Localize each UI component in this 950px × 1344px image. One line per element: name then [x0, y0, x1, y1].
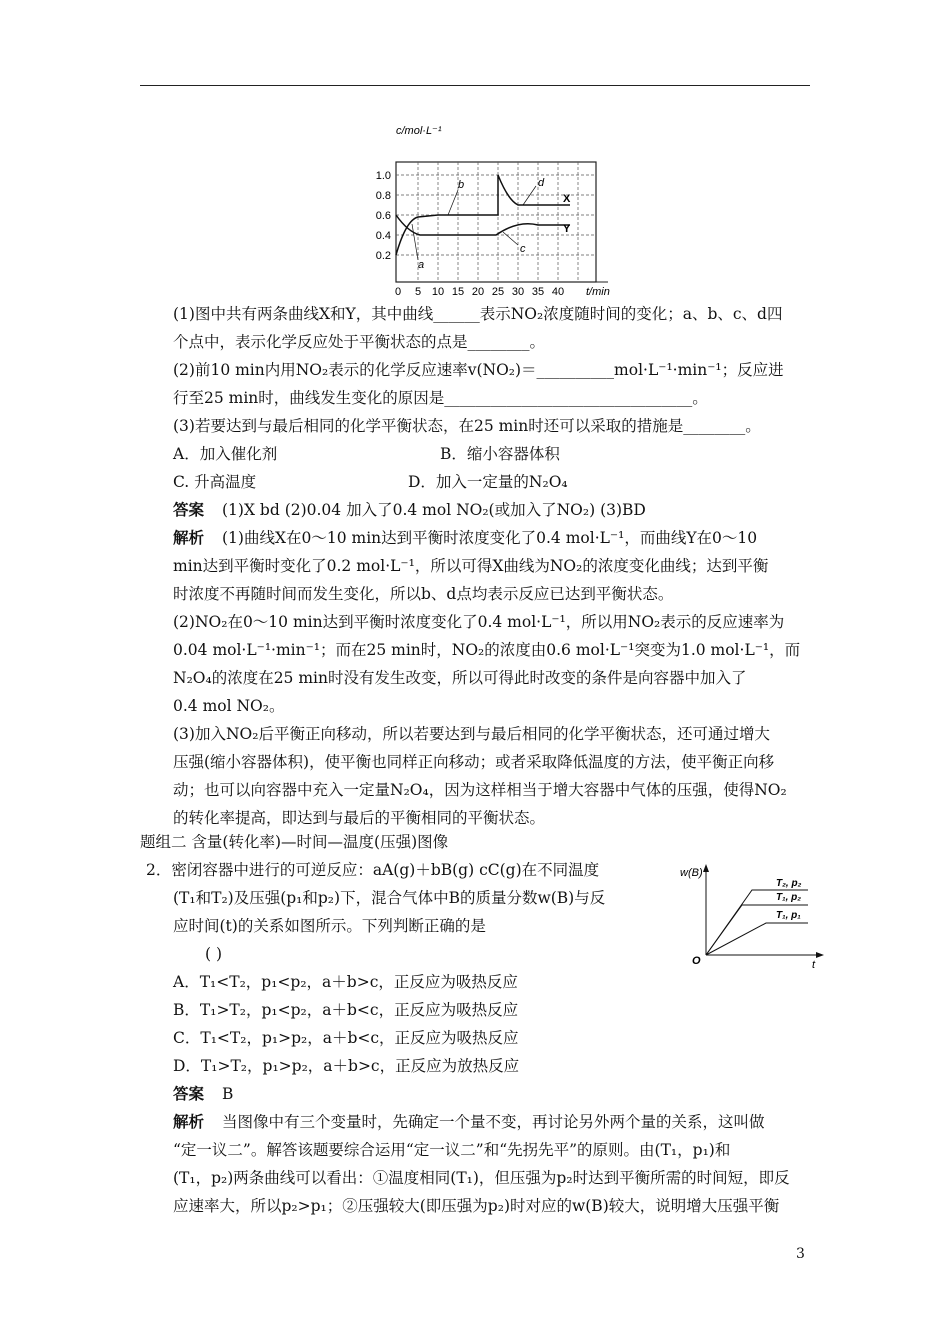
analysis-line4: (2)NO₂在0～10 min达到平衡时浓度变化了0.4 mol·L⁻¹，所以用NO₂表示的反应速率为 [173, 613, 785, 631]
label-t1p1: T₁, p₁ [776, 910, 801, 921]
curve-t1p1 [706, 923, 808, 955]
option-b: B．缩小容器体积 [440, 445, 560, 463]
q2-line1: (2)前10 min内用NO₂表示的化学反应速率v(NO₂)＝__________mol·L⁻¹·min⁻¹；反应进 [173, 361, 784, 379]
analysis2-line4: 应速率大，所以p₂>p₁；②压强较大(即压强为p₂)时对应的w(B)较大，说明增大压强平衡 [173, 1197, 780, 1215]
p2-line3: 应时间(t)的关系如图所示。下列判断正确的是 [173, 917, 486, 935]
q3-line1: (3)若要达到与最后相同的化学平衡状态，在25 min时还可以采取的措施是________。 [173, 417, 761, 435]
p2-line2: (T₁和T₂)及压强(p₁和p₂)下，混合气体中B的质量分数w(B)与反 [173, 889, 606, 907]
answer-text: (1)X bd (2)0.04 加入了0.4 mol NO₂(或加入了NO₂) (3)BD [222, 501, 646, 519]
label-t2p2: T₂, p₂ [776, 878, 802, 889]
xtick: 0 [394, 286, 402, 298]
p2-option-a: A．T₁<T₂，p₁<p₂，a＋b>c，正反应为吸热反应 [173, 973, 518, 991]
q1-line1: (1)图中共有两条曲线X和Y，其中曲线______表示NO₂浓度随时间的变化；a、b、c、d四 [173, 305, 783, 323]
analysis-line7: 0.4 mol NO₂。 [173, 697, 285, 715]
ytick: 0.8 [375, 190, 391, 202]
ytick: 1.0 [375, 170, 391, 182]
header-rule [140, 85, 810, 86]
chart-xlabel: t/min [586, 286, 610, 298]
option-a: A．加入催化剂 [173, 445, 278, 463]
label-y: Y [563, 223, 571, 235]
analysis-line5: 0.04 mol·L⁻¹·min⁻¹；而在25 min时，NO₂的浓度由0.6 mol·L⁻¹突变为1.0 mol·L⁻¹，而 [173, 641, 801, 659]
page-number: 3 [796, 1246, 805, 1262]
point-b: b [458, 179, 465, 191]
q1-line2: 个点中，表示化学反应处于平衡状态的点是________。 [173, 333, 546, 351]
xtick: 20 [471, 286, 485, 298]
analysis-line10: 动；也可以向容器中充入一定量N₂O₄，因为这样相当于增大容器中气体的压强，使得NO₂ [173, 781, 787, 799]
option-c: C. 升高温度 [173, 473, 257, 491]
analysis2-label: 解析 [173, 1112, 205, 1131]
fig2-origin: O [692, 955, 701, 967]
plot-frame [396, 162, 596, 282]
p2-option-c: C．T₁<T₂，p₁>p₂，a＋b<c，正反应为吸热反应 [173, 1029, 519, 1047]
analysis-line3: 时浓度不再随时间而发生变化，所以b、d点均表示反应已达到平衡状态。 [173, 585, 674, 603]
p2-line1: 2．密闭容器中进行的可逆反应：aA(g)＋bB(g) cC(g)在不同温度 [146, 861, 600, 879]
section-title: 题组二 含量(转化率)—时间—温度(压强)图像 [140, 833, 449, 851]
analysis2-line2: “定一议二”。解答该题要综合运用“定一议二”和“先拐先平”的原则。由(T₁，p₁)和 [173, 1141, 731, 1159]
q2-line2: 行至25 min时，曲线发生变化的原因是________________________________。 [173, 389, 708, 407]
analysis-line9: 压强(缩小容器体积)，使平衡也同样正向移动；或者采取降低温度的方法，使平衡正向移 [173, 753, 775, 771]
xtick: 25 [491, 286, 505, 298]
answer2-text: B [222, 1085, 234, 1103]
xtick: 30 [511, 286, 525, 298]
p2-option-b: B．T₁>T₂，p₁<p₂，a＋b<c，正反应为吸热反应 [173, 1001, 519, 1019]
analysis-line1: (1)曲线X在0～10 min达到平衡时浓度变化了0.4 mol·L⁻¹，而曲线Y在0～10 [222, 529, 758, 547]
point-a: a [418, 259, 425, 271]
ytick: 0.6 [375, 210, 391, 222]
analysis-line8: (3)加入NO₂后平衡正向移动，所以若要达到与最后相同的化学平衡状态，还可通过增大 [173, 725, 770, 743]
xtick: 15 [451, 286, 465, 298]
p2-option-d: D．T₁>T₂，p₁>p₂，a＋b>c，正反应为放热反应 [173, 1057, 520, 1075]
point-c: c [520, 243, 526, 255]
answer-paren: ( ) [205, 945, 223, 963]
answer2-label: 答案 [173, 1084, 205, 1103]
xtick: 5 [414, 286, 422, 298]
option-d: D．加入一定量的N₂O₄ [408, 473, 568, 491]
analysis-label: 解析 [173, 528, 205, 547]
label-x: X [563, 193, 571, 205]
ytick: 0.4 [375, 230, 391, 242]
analysis-line6: N₂O₄的浓度在25 min时没有发生改变，所以可得此时改变的条件是向容器中加入了 [173, 669, 747, 687]
analysis2-line3: (T₁，p₂)两条曲线可以看出：①温度相同(T₁)，但压强为p₂时达到平衡所需的时间短，即反 [173, 1169, 790, 1187]
ytick: 0.2 [375, 250, 391, 262]
xtick: 10 [431, 286, 445, 298]
label-t1p2: T₁, p₂ [776, 892, 802, 903]
analysis2-line1: 当图像中有三个变量时，先确定一个量不变，再讨论另外两个量的关系，这叫做 [222, 1113, 765, 1131]
fig2-ylabel: w(B) [680, 867, 703, 879]
curve-y [396, 215, 570, 235]
fig2-xlabel: t [812, 959, 816, 971]
analysis-line11: 的转化率提高，即达到与最后的平衡相同的平衡状态。 [173, 809, 546, 827]
concentration-time-chart [358, 120, 628, 298]
xtick: 35 [531, 286, 545, 298]
answer-label: 答案 [173, 500, 205, 519]
xtick: 40 [551, 286, 565, 298]
chart-ylabel: c/mol·L⁻¹ [396, 125, 442, 137]
analysis-line2: min达到平衡时变化了0.2 mol·L⁻¹，所以可得X曲线为NO₂的浓度变化曲线；达到平衡 [173, 557, 769, 575]
point-d: d [538, 177, 545, 189]
wb-time-chart [680, 860, 830, 971]
